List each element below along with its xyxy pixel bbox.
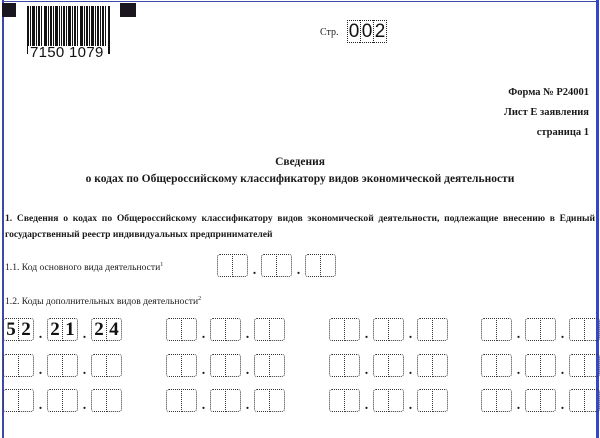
- code-cell[interactable]: [329, 354, 345, 377]
- code-cell[interactable]: [329, 318, 345, 341]
- code-cell[interactable]: [496, 318, 512, 341]
- code-cell[interactable]: [269, 354, 285, 377]
- code-cell[interactable]: [481, 354, 497, 377]
- page-digit: 0: [348, 21, 360, 42]
- code-cell[interactable]: [181, 389, 197, 412]
- code-cell[interactable]: [525, 389, 541, 412]
- code-cell[interactable]: [3, 354, 19, 377]
- code-cell[interactable]: [166, 318, 182, 341]
- code-cell[interactable]: [417, 318, 433, 341]
- code-cell[interactable]: [3, 389, 19, 412]
- footnote-marker: 2: [198, 296, 202, 302]
- code-cell[interactable]: [210, 354, 226, 377]
- code-cell[interactable]: 2: [18, 318, 34, 341]
- page-digit: 0: [361, 21, 373, 42]
- code-cell[interactable]: [432, 318, 448, 341]
- code-separator: .: [38, 327, 43, 342]
- code-separator: .: [245, 398, 250, 413]
- code-cell[interactable]: [388, 389, 404, 412]
- code-separator: .: [201, 327, 206, 342]
- code-separator: .: [201, 363, 206, 378]
- code-separator: .: [245, 327, 250, 342]
- additional-activity-code[interactable]: [166, 318, 285, 341]
- additional-activity-code[interactable]: [3, 318, 122, 341]
- code-cell[interactable]: [373, 389, 389, 412]
- barcode-number: 7150 1079: [30, 44, 104, 61]
- code-cell[interactable]: [261, 254, 277, 277]
- code-cell[interactable]: [540, 389, 556, 412]
- code-separator: .: [560, 327, 565, 342]
- alignment-marker-right: [120, 3, 136, 17]
- document-title: [0, 154, 600, 188]
- code-cell[interactable]: [320, 254, 336, 277]
- code-cell[interactable]: [232, 254, 248, 277]
- additional-activity-code[interactable]: [3, 389, 122, 412]
- code-cell[interactable]: [344, 389, 360, 412]
- code-cell[interactable]: [18, 389, 34, 412]
- additional-activity-code[interactable]: [481, 354, 600, 377]
- code-cell[interactable]: 2: [47, 318, 63, 341]
- code-separator: .: [38, 363, 43, 378]
- additional-activity-code[interactable]: [329, 389, 448, 412]
- code-cell[interactable]: [305, 254, 321, 277]
- form-page: страница 1: [536, 127, 589, 138]
- title-line-1: Сведения: [275, 156, 325, 168]
- section-1-heading: 1. Сведения о кодах по Общероссийскому классификатору видов экономической деятельности, подлежащие внесению в Единый государственный реестр индивидуальных предпринимателей: [5, 213, 595, 240]
- code-cell[interactable]: [584, 389, 600, 412]
- additional-activity-code[interactable]: [166, 354, 285, 377]
- code-separator: .: [408, 327, 413, 342]
- code-cell[interactable]: [540, 354, 556, 377]
- additional-activities-label: [5, 296, 201, 307]
- code-separator: .: [82, 363, 87, 378]
- code-cell[interactable]: [344, 354, 360, 377]
- form-identifier: [504, 83, 589, 143]
- code-cell[interactable]: [181, 354, 197, 377]
- alignment-marker-left: [2, 3, 16, 17]
- code-cell[interactable]: [210, 318, 226, 341]
- code-separator: .: [560, 363, 565, 378]
- code-cell[interactable]: [166, 354, 182, 377]
- code-cell[interactable]: [525, 354, 541, 377]
- code-cell[interactable]: [276, 254, 292, 277]
- code-cell[interactable]: [329, 389, 345, 412]
- code-cell[interactable]: [584, 354, 600, 377]
- code-separator: .: [82, 327, 87, 342]
- code-cell[interactable]: [569, 318, 585, 341]
- code-cell[interactable]: [106, 389, 122, 412]
- code-cell[interactable]: [388, 318, 404, 341]
- additional-activities-label-text: 1.2. Коды дополнительных видов деятельности: [5, 296, 199, 308]
- code-cell[interactable]: [373, 318, 389, 341]
- code-cell[interactable]: [217, 254, 233, 277]
- footnote-marker: 1: [160, 262, 164, 268]
- code-separator: .: [245, 363, 250, 378]
- code-cell[interactable]: [225, 354, 241, 377]
- code-cell[interactable]: [344, 318, 360, 341]
- code-cell[interactable]: [496, 354, 512, 377]
- additional-activity-code[interactable]: [481, 389, 600, 412]
- form-number: Форма № Р24001: [508, 87, 589, 98]
- code-cell[interactable]: [373, 354, 389, 377]
- code-cell[interactable]: [540, 318, 556, 341]
- code-cell[interactable]: [584, 318, 600, 341]
- code-cell[interactable]: [225, 389, 241, 412]
- code-cell[interactable]: 2: [91, 318, 107, 341]
- code-cell[interactable]: [91, 389, 107, 412]
- code-cell[interactable]: [47, 354, 63, 377]
- code-separator: .: [516, 398, 521, 413]
- code-separator: .: [408, 398, 413, 413]
- title-line-2: о кодах по Общероссийскому классификатору видов экономической деятельности: [85, 173, 515, 185]
- page-border-top: [2, 1, 598, 2]
- code-cell[interactable]: [388, 354, 404, 377]
- code-cell[interactable]: 1: [62, 318, 78, 341]
- code-separator: .: [364, 363, 369, 378]
- code-cell[interactable]: [210, 389, 226, 412]
- additional-activity-code[interactable]: [329, 318, 448, 341]
- code-cell[interactable]: [254, 389, 270, 412]
- code-separator: .: [82, 398, 87, 413]
- code-separator: .: [296, 263, 301, 278]
- code-separator: .: [516, 327, 521, 342]
- code-cell[interactable]: 4: [106, 318, 122, 341]
- code-separator: .: [38, 398, 43, 413]
- additional-activity-code[interactable]: [166, 389, 285, 412]
- code-separator: .: [364, 327, 369, 342]
- code-cell[interactable]: [432, 354, 448, 377]
- code-cell[interactable]: [62, 389, 78, 412]
- code-separator: .: [516, 363, 521, 378]
- code-cell[interactable]: [432, 389, 448, 412]
- code-cell[interactable]: [106, 354, 122, 377]
- main-activity-label: [5, 262, 163, 273]
- page-number-cells: [347, 20, 387, 43]
- code-cell[interactable]: [47, 389, 63, 412]
- code-cell[interactable]: [18, 354, 34, 377]
- page-digit: 2: [374, 21, 386, 42]
- additional-activity-code[interactable]: [481, 318, 600, 341]
- code-cell[interactable]: [254, 318, 270, 341]
- code-cell[interactable]: [569, 389, 585, 412]
- code-cell[interactable]: [91, 354, 107, 377]
- code-separator: .: [560, 398, 565, 413]
- code-cell[interactable]: [496, 389, 512, 412]
- code-separator: .: [252, 263, 257, 278]
- code-cell[interactable]: [62, 354, 78, 377]
- code-separator: .: [408, 363, 413, 378]
- additional-activity-code[interactable]: [329, 354, 448, 377]
- code-cell[interactable]: [254, 354, 270, 377]
- code-cell[interactable]: [269, 389, 285, 412]
- code-cell[interactable]: [417, 354, 433, 377]
- code-cell[interactable]: [166, 389, 182, 412]
- main-activity-label-text: 1.1. Код основного вида деятельности: [5, 262, 161, 274]
- page-number-label: Стр.: [320, 27, 339, 38]
- main-activity-code[interactable]: [217, 254, 336, 277]
- code-cell[interactable]: [225, 318, 241, 341]
- form-sheet: Лист Е заявления: [504, 107, 589, 118]
- code-cell[interactable]: [181, 318, 197, 341]
- code-cell[interactable]: [269, 318, 285, 341]
- code-separator: .: [364, 398, 369, 413]
- code-cell[interactable]: 5: [3, 318, 19, 341]
- code-cell[interactable]: [481, 389, 497, 412]
- code-cell[interactable]: [417, 389, 433, 412]
- code-cell[interactable]: [525, 318, 541, 341]
- code-cell[interactable]: [569, 354, 585, 377]
- code-separator: .: [201, 398, 206, 413]
- additional-activity-code[interactable]: [3, 354, 122, 377]
- code-cell[interactable]: [481, 318, 497, 341]
